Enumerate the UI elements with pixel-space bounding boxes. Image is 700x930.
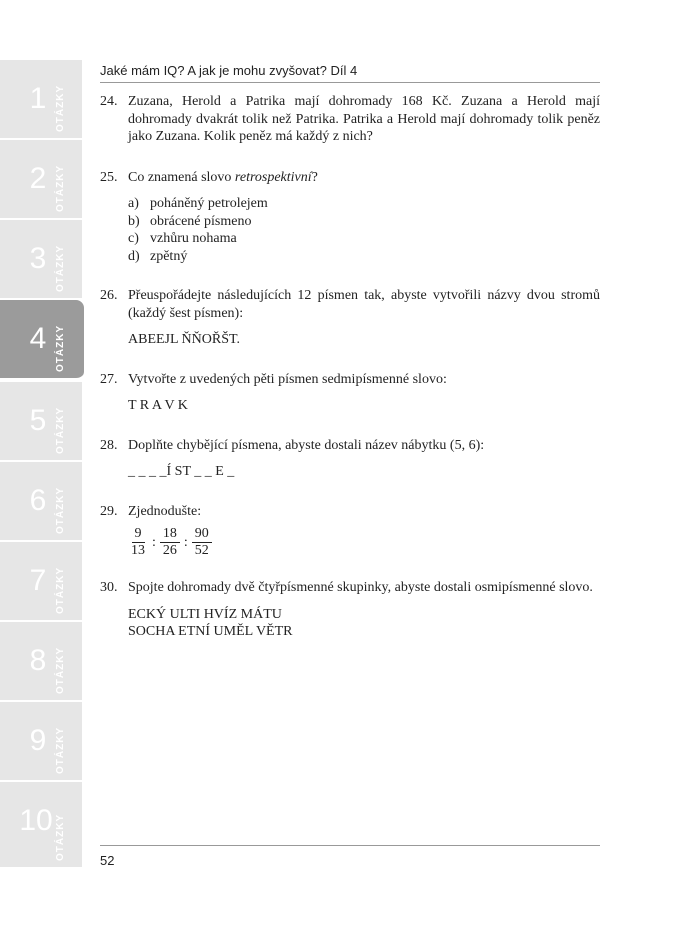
denominator: 13 [131, 543, 145, 558]
option-text: zpětný [150, 248, 188, 264]
question-number: 25. [100, 169, 118, 185]
question-28-pattern: _ _ _ _Í ST _ _ E _ [128, 464, 235, 479]
fraction-2 [160, 526, 180, 559]
tab-number: 10 [19, 804, 53, 837]
chapter-tab-6 [0, 462, 82, 542]
question-list [100, 93, 600, 641]
option-letter: c) [128, 231, 139, 246]
question-term: retrospektivní [234, 169, 312, 185]
tab-number: 9 [29, 724, 47, 757]
question-text: Spojte dohromady dvě čtyřpísmenné skupinky, abyste dostali osmipísmenné slovo. [128, 580, 593, 595]
tab-label: OTÁZKY [55, 646, 66, 694]
question-text: Doplňte chybějící písmena, abyste dostali název nábytku (5, 6): [128, 437, 485, 453]
tab-label: OTÁZKY [55, 566, 66, 614]
ratio-separator: : [183, 534, 188, 550]
question-text [128, 169, 600, 187]
question-27 [100, 371, 600, 389]
option-text: vzhůru nohama [150, 231, 237, 246]
chapter-tab-8 [0, 622, 82, 702]
tab-label: OTÁZKY [55, 726, 66, 774]
tab-label: OTÁZKY [55, 813, 66, 861]
question-26-answer: ABEEJL ŇŇOŘŠT. [128, 332, 240, 347]
tab-label: OTÁZKY [55, 84, 66, 132]
option-list [100, 195, 600, 265]
question-number: 30. [100, 580, 118, 595]
option-c [128, 230, 600, 248]
option-d [128, 248, 600, 266]
question-30 [100, 579, 600, 597]
denominator: 26 [162, 543, 177, 558]
chapter-tab-7 [0, 542, 82, 622]
question-24 [100, 93, 600, 146]
tab-label: OTÁZKY [55, 164, 66, 212]
tab-number: 2 [29, 162, 47, 195]
fraction-expression [100, 526, 600, 559]
question-number: 29. [100, 503, 118, 519]
chapter-tab-2 [0, 140, 82, 220]
question-text-part: Co znamená slovo [128, 169, 235, 185]
question-text-part: ? [311, 169, 318, 185]
option-text: obrácené písmeno [150, 213, 252, 229]
tab-number: 1 [29, 82, 47, 115]
option-a [128, 195, 600, 213]
running-header: Jaké mám IQ? A jak je mohu zvyšovat? Díl 4 [100, 63, 600, 83]
denominator: 52 [194, 543, 209, 558]
tab-number: 4 [29, 322, 47, 355]
question-text: Zuzana, Herold a Patrika mají dohromady 168 Kč. Zuzana a Herold mají dohromady dvakrát tolik než Patrika. Patrika a Herold mají dohromady tolik peněz jako Zuzana. Kolik peněz má každý z nich? [128, 94, 600, 144]
footer-rule [100, 845, 600, 846]
question-25 [100, 169, 600, 187]
question-30-groups-2: SOCHA ETNÍ UMĚL VĚTR [128, 624, 293, 639]
question-number: 28. [100, 437, 118, 453]
question-28 [100, 437, 600, 455]
chapter-tab-5 [0, 382, 82, 462]
tab-number: 5 [29, 404, 47, 437]
fraction-3 [192, 526, 212, 559]
question-text: Zjednodušte: [128, 503, 202, 519]
tab-label: OTÁZKY [55, 406, 66, 454]
question-text: Vytvořte z uvedených pěti písmen sedmipísmenné slovo: [128, 371, 447, 387]
option-text: poháněný petrolejem [150, 196, 268, 211]
tab-number: 8 [29, 644, 47, 677]
question-number: 26. [100, 288, 118, 303]
fraction-1 [128, 526, 148, 559]
chapter-tabs [0, 60, 82, 867]
numerator: 18 [160, 526, 180, 543]
option-letter: b) [128, 213, 140, 229]
question-number: 27. [100, 371, 118, 387]
numerator: 9 [132, 526, 145, 543]
question-29 [100, 503, 600, 521]
question-30-groups-1: ECKÝ ULTI HVÍZ MÁTU [128, 606, 282, 622]
chapter-tab-10 [0, 782, 82, 869]
chapter-tab-1 [0, 60, 82, 140]
question-27-letters: T R A V K [128, 398, 188, 413]
question-number: 24. [100, 94, 118, 109]
tab-label: OTÁZKY [55, 486, 66, 534]
chapter-tab-9 [0, 702, 82, 782]
option-b [128, 213, 600, 231]
page-number: 52 [100, 853, 115, 868]
question-text: Přeuspořádejte následujících 12 písmen tak, abyste vytvořili názvy dvou stromů (každý šest písmen): [128, 288, 600, 321]
option-letter: a) [128, 196, 139, 211]
chapter-tab-3 [0, 220, 82, 300]
tab-number: 3 [29, 242, 47, 275]
tab-label: OTÁZKY [55, 324, 66, 372]
tab-number: 7 [29, 564, 47, 597]
tab-number: 6 [29, 484, 47, 517]
tab-label: OTÁZKY [55, 244, 66, 292]
option-letter: d) [128, 248, 140, 264]
numerator: 90 [192, 526, 212, 543]
chapter-tab-4-active [0, 300, 84, 380]
question-26 [100, 287, 600, 322]
ratio-separator: : [152, 534, 156, 550]
